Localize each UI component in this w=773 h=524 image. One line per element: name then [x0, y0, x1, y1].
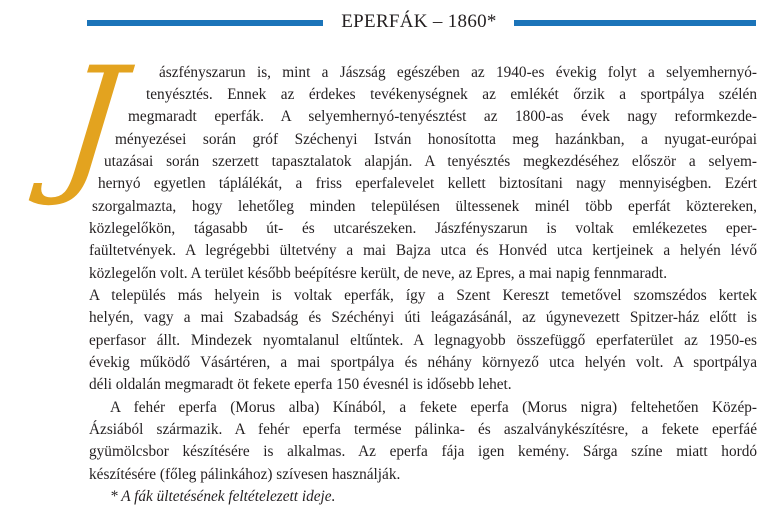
body-line: ményezései során gróf Széchenyi István honosította meg hazánkban, a nyugat-európai — [115, 131, 757, 148]
body-line: tenyésztés. Ennek az érdekes tevékenységnek az emlékét őrzik a sportpálya szélén — [146, 86, 757, 103]
body-line: utazásai során szerzett tapasztalatok alapján. A tenyésztés megkezdéséhez először a selyem- — [104, 153, 757, 170]
page-title: EPERFÁK – 1860* — [341, 11, 497, 32]
body-line: ászfényszarun is, mint a Jászság egészében az 1940-es évekig folyt a selyemhernyó- — [159, 64, 757, 81]
footnote: * A fák ültetésének feltételezett ideje. — [110, 488, 336, 505]
body-line: évekig működő Vásártéren, a mai sportpálya és néhány környező utca helyén volt. A sportpálya — [89, 354, 757, 371]
body-line: Ázsiából származik. A fehér eperfa termése pálinka- és aszalványkészítésre, a fekete eperfáé — [89, 421, 757, 438]
body-line: helyén, vagy a mai Szabadság és Széchényi úti leágazásánál, az úgynevezett Spitzer-ház előtt is — [89, 309, 757, 326]
body-line: déli oldalán megmaradt öt fekete eperfa 150 évesnél is idősebb lehet. — [89, 376, 512, 393]
title-rule-left — [87, 20, 323, 26]
body-line: gyümölcsbor készítésére is alkalmas. Az eperfa fája igen kemény. Sárga színe miatt hordó — [89, 443, 757, 460]
body-line: faültetvények. A legrégebbi ültetvény a mai Bajza utca és Honvéd utca kertjeinek a helyén lévő — [89, 242, 757, 259]
title-rule-right — [514, 20, 756, 26]
body-line: közlegelőkön, tágasabb út- és utcarészeken. Jászfényszarun is voltak emlékezetes eper- — [89, 220, 757, 237]
dropcap-letter: J — [52, 36, 132, 210]
body-line: közlegelőn volt. A terület később beépítésre került, de neve, az Epres, a mai napig fennmaradt. — [89, 265, 668, 282]
body-line: megmaradt eperfák. A selyemhernyó-tenyésztést az 1800-as évek nagy reformkezde- — [128, 108, 757, 125]
body-line: eperfasor állt. Mindezek nyomtalanul eltűntek. A legnagyobb összefüggő eperfaterület az 1950-es — [89, 332, 757, 349]
body-line: hernyó egyetlen táplálékát, a friss eperfalevelet kellett biztosítani nagy mennyiségben. Ezért — [98, 175, 757, 192]
body-line: A település más helyein is voltak eperfák, így a Szent Kereszt temetővel szomszédos kertek — [89, 287, 757, 304]
body-line: készítésére (főleg pálinkához) szívesen használják. — [89, 466, 401, 483]
body-line: szorgalmazta, hogy lehetőleg minden településen ültessenek minél több eperfát köztereken, — [92, 198, 757, 215]
body-line: A fehér eperfa (Morus alba) Kínából, a fekete eperfa (Morus nigra) feltehetően Közép- — [110, 399, 757, 416]
